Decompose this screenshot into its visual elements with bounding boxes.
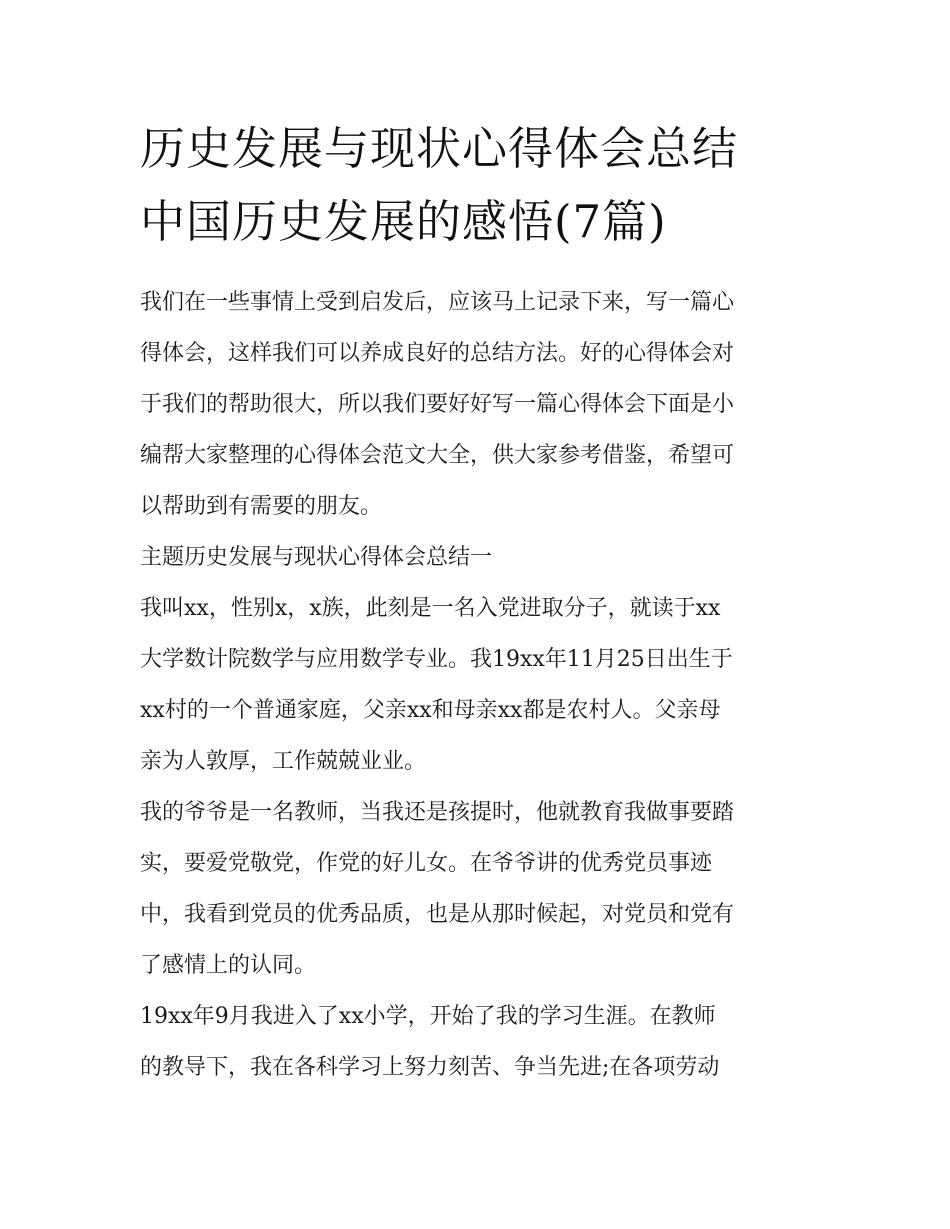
paragraph-line: 19xx年9月我进入了xx小学，开始了我的学习生涯。在教师	[140, 1004, 716, 1029]
section-heading: 主题历史发展与现状心得体会总结一	[140, 545, 493, 570]
paragraph-line: 我叫xx，性别x，x族，此刻是一名入党进取分子，就读于xx	[140, 596, 721, 621]
document-title	[140, 112, 830, 258]
intro-line: 于我们的帮助很大，所以我们要好好写一篇心得体会下面是小	[140, 392, 735, 417]
paragraph-line: 我的爷爷是一名教师，当我还是孩提时，他就教育我做事要踏	[140, 800, 735, 825]
intro-line: 以帮助到有需要的朋友。	[140, 494, 383, 519]
title-line: 中国历史发展的感悟(7篇)	[140, 195, 667, 248]
intro-line: 得体会，这样我们可以养成良好的总结方法。好的心得体会对	[140, 341, 735, 366]
paragraph-line: 的教导下，我在各科学习上努力刻苦、争当先进;在各项劳动	[140, 1055, 720, 1080]
document-body	[140, 277, 820, 1093]
paragraph-line: 实，要爱党敬党，作党的好儿女。在爷爷讲的优秀党员事迹	[140, 851, 713, 876]
paragraph-line: 大学数计院数学与应用数学专业。我19xx年11月25日出生于	[140, 647, 733, 672]
intro-line: 我们在一些事情上受到启发后，应该马上记录下来，写一篇心	[140, 290, 735, 315]
intro-line: 编帮大家整理的心得体会范文大全，供大家参考借鉴，希望可	[140, 443, 735, 468]
paragraph-line: 中，我看到党员的优秀品质，也是从那时候起，对党员和党有	[140, 902, 735, 927]
paragraph-line: 了感情上的认同。	[140, 953, 317, 978]
title-line: 历史发展与现状心得体会总结	[140, 122, 739, 175]
paragraph-line: 亲为人敦厚，工作兢兢业业。	[140, 749, 427, 774]
paragraph-line: xx村的一个普通家庭，父亲xx和母亲xx都是农村人。父亲母	[140, 698, 721, 723]
